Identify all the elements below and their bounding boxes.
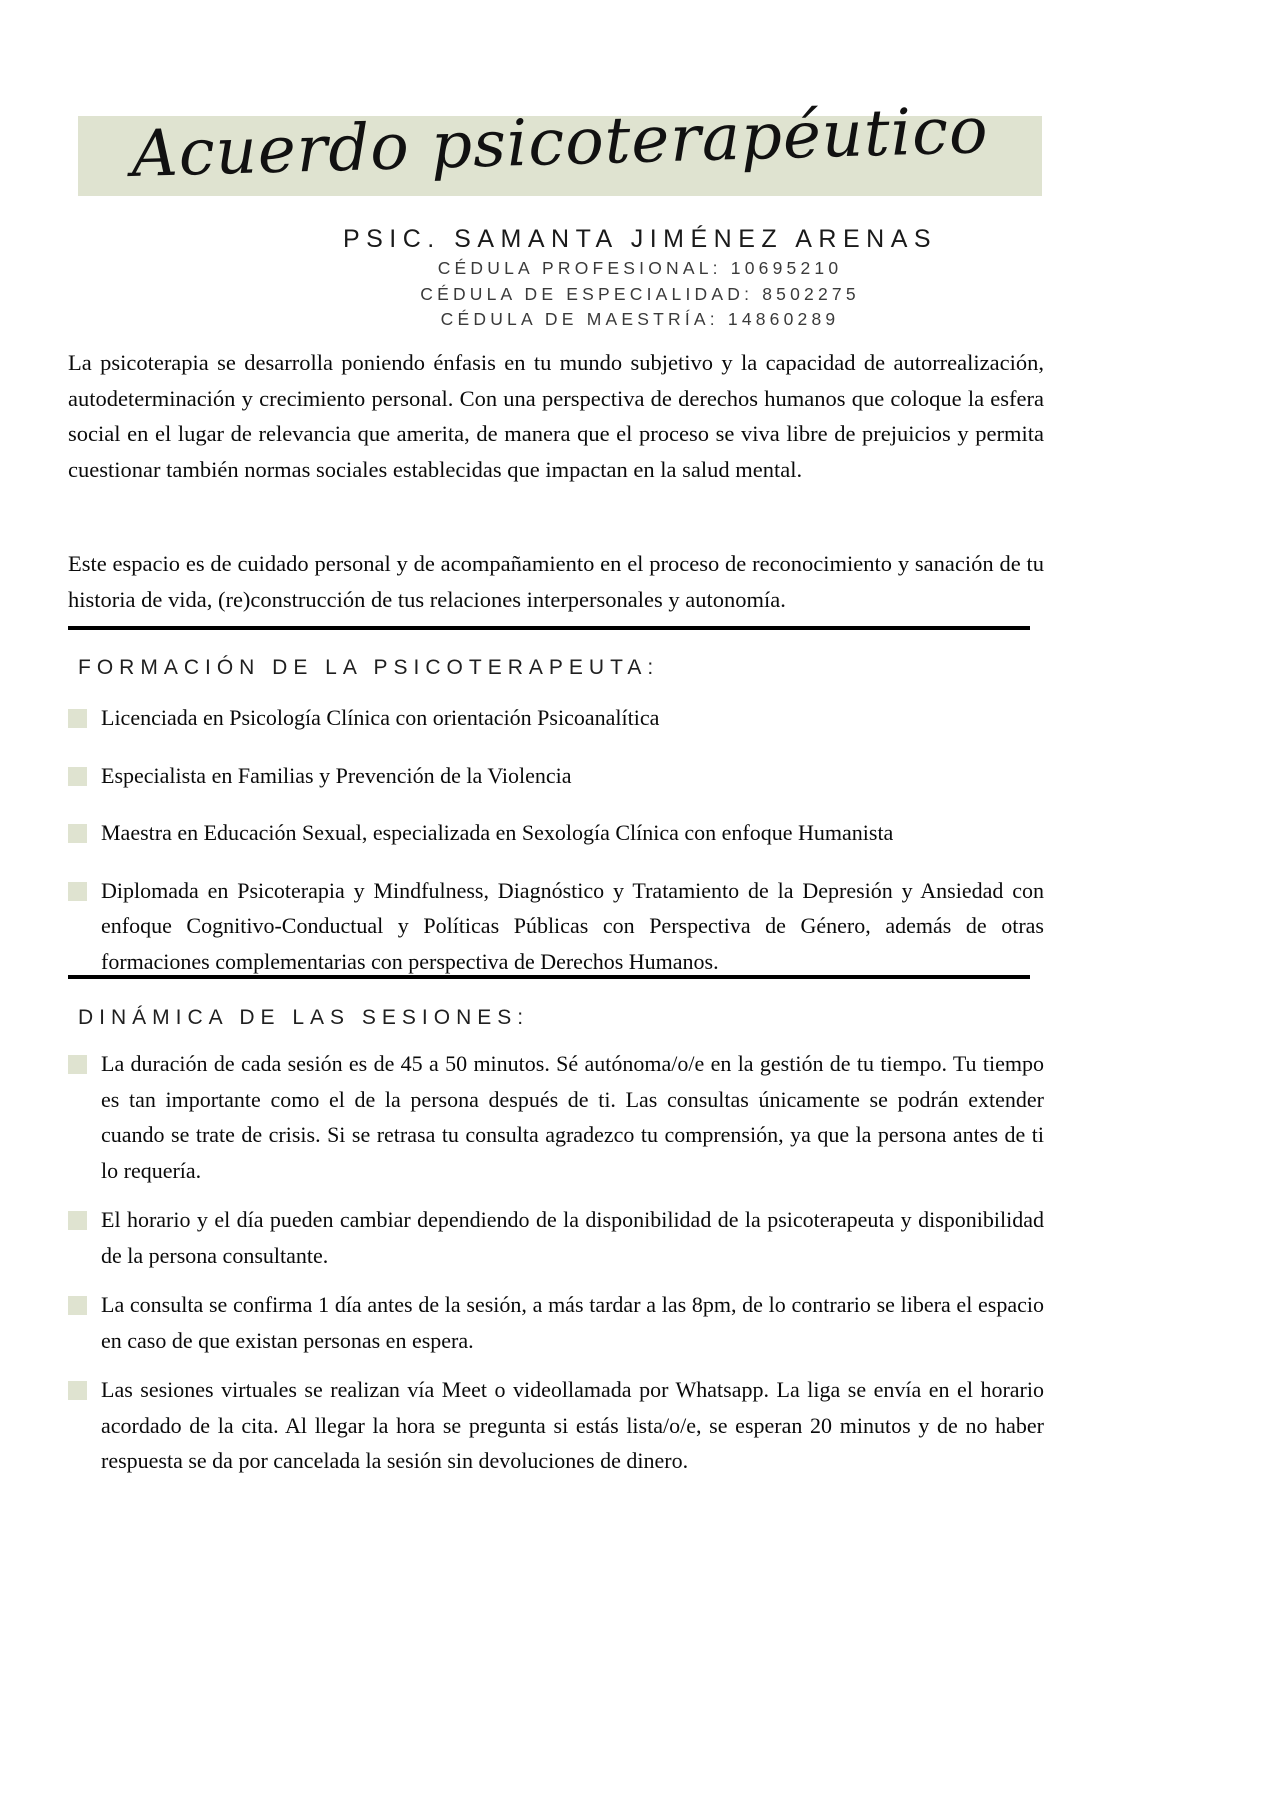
list-item-text: Licenciada en Psicología Clínica con orientación Psicoanalítica xyxy=(101,705,660,730)
section-heading-dinamica: DINÁMICA DE LAS SESIONES: xyxy=(78,1006,530,1029)
list-item xyxy=(68,1046,1044,1188)
intro-paragraph-1: La psicoterapia se desarrolla poniendo énfasis en tu mundo subjetivo y la capacidad de autorrealización, autodeterminación y crecimiento personal. Con una perspectiva de derechos humanos que coloque la esfera social en el lugar de relevancia que amerita, de manera que el proceso se viva libre de prejuicios y permita cuestionar también normas sociales establecidas que impactan en la salud mental. xyxy=(68,350,1044,482)
credentials-block xyxy=(0,222,1280,333)
license-masters: CÉDULA DE MAESTRÍA: 14860289 xyxy=(440,309,840,329)
square-bullet-icon xyxy=(68,1381,87,1400)
square-bullet-icon xyxy=(68,709,87,728)
formacion-list xyxy=(68,700,1044,1001)
square-bullet-icon xyxy=(68,824,87,843)
list-item-text: Las sesiones virtuales se realizan vía Meet o videollamada por Whatsapp. La liga se envía en el horario acordado de la cita. Al llegar la hora se pregunta si estás lista/o/e, se esperan 20 minutos y de no haber respuesta se da por cancelada la sesión sin devoluciones de dinero. xyxy=(101,1377,1044,1473)
square-bullet-icon xyxy=(68,1211,87,1230)
page-title: Acuerdo psicoterapéutico xyxy=(130,94,990,192)
list-item xyxy=(68,758,1044,794)
square-bullet-icon xyxy=(68,767,87,786)
list-item-text: La duración de cada sesión es de 45 a 50 minutos. Sé autónoma/o/e en la gestión de tu tiempo. Tu tiempo es tan importante como el de la persona después de ti. Las consultas únicamente se podrán extender cuando se trate de crisis. Si se retrasa tu consulta agradezco tu comprensión, ya que la persona antes de ti lo requería. xyxy=(101,1051,1044,1183)
list-item-text: La consulta se confirma 1 día antes de la sesión, a más tardar a las 8pm, de lo contrario se libera el espacio en caso de que existan personas en espera. xyxy=(101,1292,1044,1353)
license-professional: CÉDULA PROFESIONAL: 10695210 xyxy=(437,258,843,278)
list-item xyxy=(68,1202,1044,1273)
list-item xyxy=(68,1287,1044,1358)
list-item xyxy=(68,1372,1044,1479)
list-item xyxy=(68,873,1044,980)
square-bullet-icon xyxy=(68,1296,87,1315)
section-divider xyxy=(68,975,1030,979)
list-item-text: Diplomada en Psicoterapia y Mindfulness, Diagnóstico y Tratamiento de la Depresión y Ansiedad con enfoque Cognitivo-Conductual y Políticas Públicas con Perspectiva de Género, además de otras formaciones complementarias con perspectiva de Derechos Humanos. xyxy=(101,877,1044,974)
license-specialty: CÉDULA DE ESPECIALIDAD: 8502275 xyxy=(420,283,860,304)
list-item xyxy=(68,700,1044,736)
practitioner-name: PSIC. SAMANTA JIMÉNEZ ARENAS xyxy=(342,225,938,253)
square-bullet-icon xyxy=(68,882,87,901)
list-item-text: Especialista en Familias y Prevención de la Violencia xyxy=(101,762,572,788)
dinamica-list xyxy=(68,1046,1044,1493)
square-bullet-icon xyxy=(68,1055,87,1074)
list-item-text: Maestra en Educación Sexual, especializada en Sexología Clínica con enfoque Humanista xyxy=(101,820,894,845)
intro-paragraph-2: Este espacio es de cuidado personal y de acompañamiento en el proceso de reconocimiento y sanación de tu historia de vida, (re)construcción de tus relaciones interpersonales y autonomía. xyxy=(68,551,1044,612)
list-item-text: El horario y el día pueden cambiar dependiendo de la disponibilidad de la psicoterapeuta y disponibilidad de la persona consultante. xyxy=(101,1207,1044,1268)
list-item xyxy=(68,815,1044,851)
section-divider xyxy=(68,626,1030,630)
section-heading-formacion: FORMACIÓN DE LA PSICOTERAPEUTA: xyxy=(78,656,660,679)
